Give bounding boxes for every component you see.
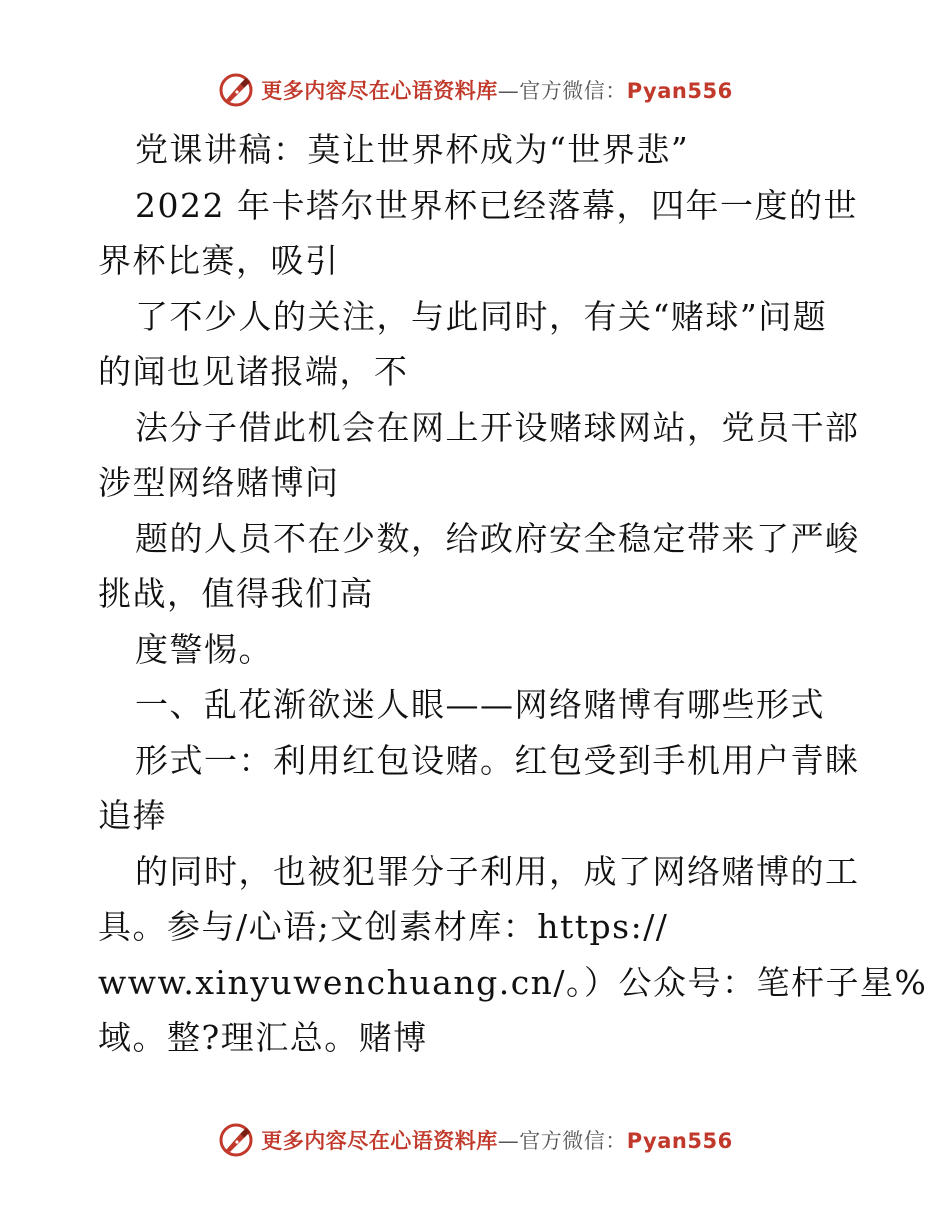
paragraph-line: 2022 年卡塔尔世界杯已经落幕，四年一度的世 xyxy=(135,185,858,225)
paragraph-line: 的同时，也被犯罪分子利用，成了网络赌博的工 xyxy=(135,851,860,891)
banner-wechat-id: Pyan556 xyxy=(626,79,733,103)
paragraph-line: 题的人员不在少数，给政府安全稳定带来了严峻 xyxy=(135,518,860,558)
banner-text xyxy=(261,1125,732,1155)
banner-dash: — xyxy=(497,1129,520,1153)
paragraph-line: 追捧 xyxy=(98,796,167,835)
header-banner xyxy=(0,68,950,112)
banner-dash: — xyxy=(497,79,520,103)
paragraph-line: 涉型网络赌博问 xyxy=(98,463,340,502)
paragraph-line: 界杯比赛，吸引 xyxy=(98,241,340,280)
paragraph-line: 法分子借此机会在网上开设赌球网站，党员干部 xyxy=(135,407,860,447)
paragraph-line: 域。整?理汇总。赌博 xyxy=(98,1018,428,1057)
document-title: 党课讲稿：莫让世界杯成为“世界悲” xyxy=(135,130,690,169)
pen-nib-icon xyxy=(217,1121,255,1159)
banner-main-text: 更多内容尽在心语资料库 xyxy=(261,79,498,103)
paragraph-line: 具。参与/心语;文创素材库：https:// xyxy=(98,907,669,946)
pen-nib-icon xyxy=(217,71,255,109)
paragraph-line: 的闻也见诸报端，不 xyxy=(98,352,409,391)
footer-banner xyxy=(0,1118,950,1162)
paragraph-line: 挑战，值得我们高 xyxy=(98,574,374,613)
paragraph-line: 形式一：利用红包设赌。红包受到手机用户青睐 xyxy=(135,740,860,780)
banner-text xyxy=(261,75,732,105)
banner-main-text: 更多内容尽在心语资料库 xyxy=(261,1129,498,1153)
paragraph-line: 了不少人的关注，与此同时，有关“赌球”问题 xyxy=(135,296,828,336)
banner-official-text: 官方微信： xyxy=(519,1129,627,1153)
document-body xyxy=(98,122,928,1066)
paragraph-line: 度警惕。 xyxy=(135,629,273,669)
banner-official-text: 官方微信： xyxy=(519,79,627,103)
section-heading: 一、乱花渐欲迷人眼——网络赌博有哪些形式 xyxy=(135,685,825,724)
banner-wechat-id: Pyan556 xyxy=(626,1129,733,1153)
paragraph-line: www.xinyuwenchuang.cn/。）公众号：笔杆子星% xyxy=(98,962,928,1002)
